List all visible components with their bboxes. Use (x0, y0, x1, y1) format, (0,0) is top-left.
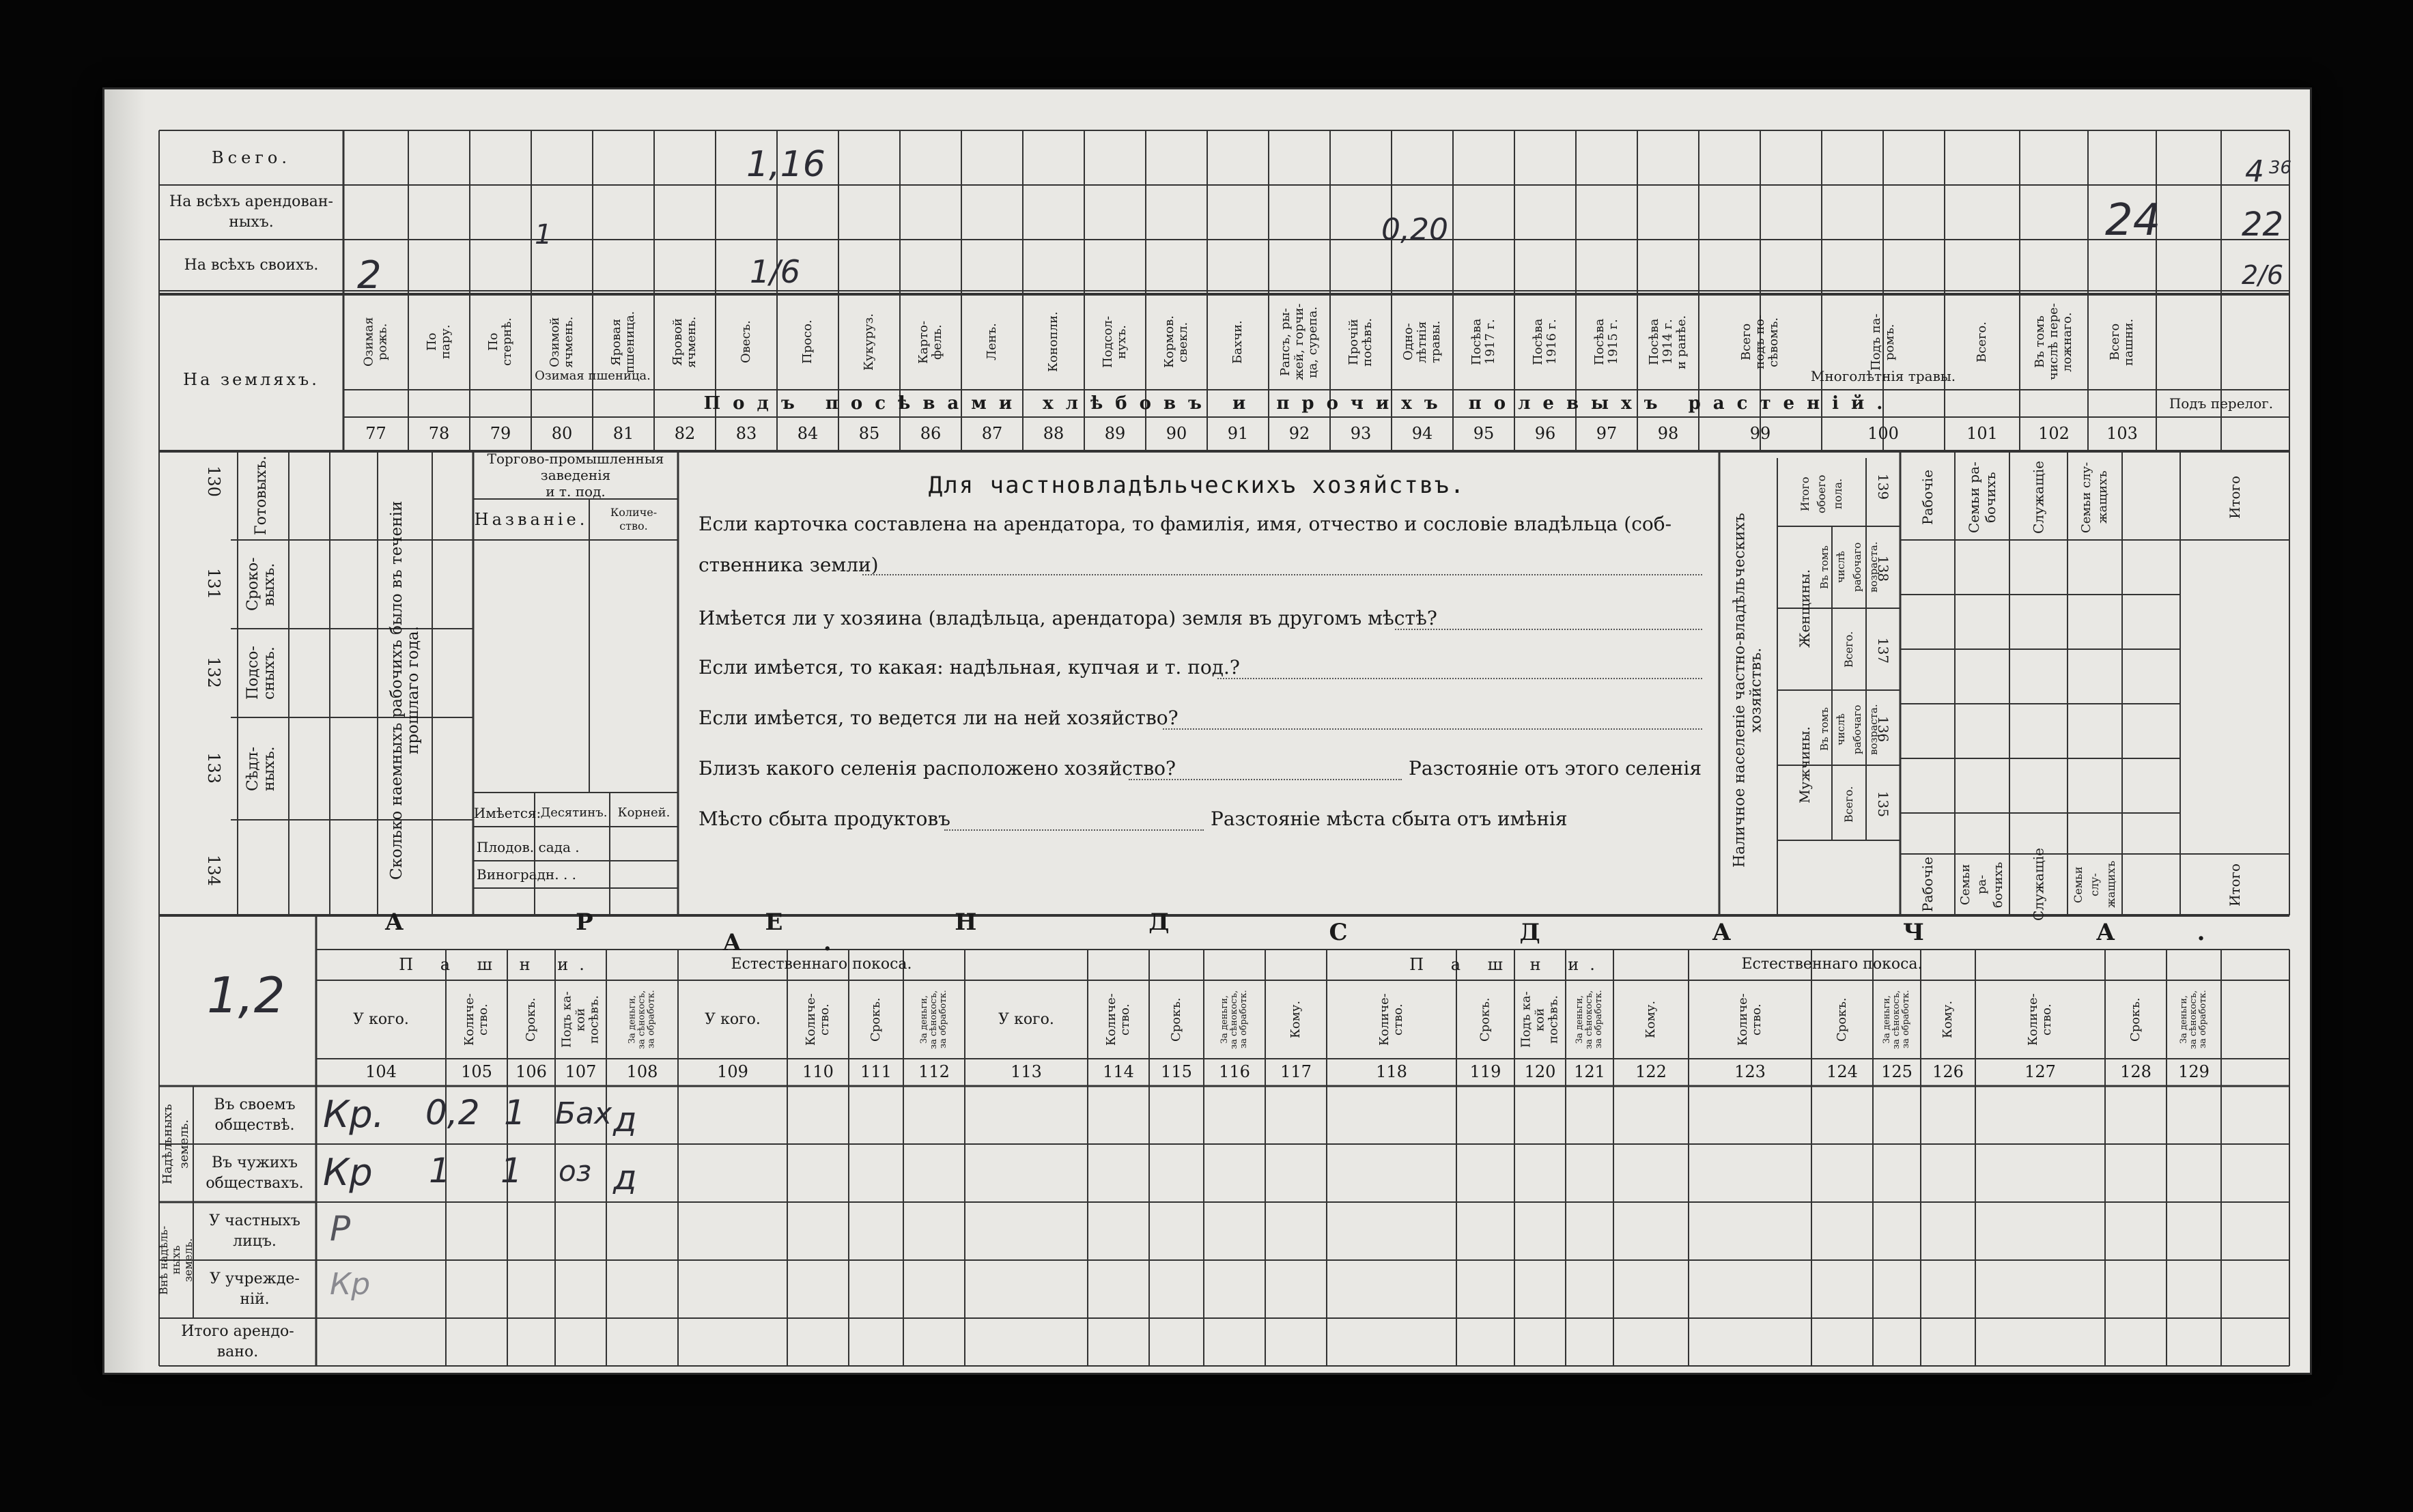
hw-r1-term: 1 (504, 1093, 526, 1132)
servants-families-bottom-label: Семьи слу- жащихъ (2072, 861, 2117, 909)
private-q4: Если имѣется, то ведется ли на ней хозяйство? (698, 707, 1179, 729)
rent-num-113: 113 (1011, 1062, 1042, 1081)
row-label-own: На всѣхъ своихъ. (184, 256, 319, 274)
crop-header-80: Озимой ячмень. (548, 316, 576, 368)
pop-num-136: 136 (1875, 715, 1891, 743)
hw-own-arable: 2/6 (2242, 260, 2284, 290)
rent-num-104: 104 (365, 1062, 397, 1081)
pop-num-138: 138 (1875, 555, 1891, 582)
hw-rented-arable: 22 (2242, 205, 2284, 244)
fallow-group-label: Подъ перелог. (2169, 395, 2274, 412)
private-q6: Мѣсто сбыта продуктовъ (698, 808, 950, 830)
hw-r2-pay: д (613, 1158, 637, 1197)
crop-num-101: 101 (1966, 424, 1998, 443)
crop-num-91: 91 (1227, 424, 1249, 443)
rent-header-113: У кого. (998, 1010, 1054, 1028)
livestock-term-label: Сроко- выхъ. (244, 557, 278, 612)
hw-r2-crop: оз (559, 1154, 592, 1188)
rent-num-115: 115 (1161, 1062, 1192, 1081)
crop-header-88: Конопли. (1046, 311, 1060, 373)
men-all-label: Всего. (1842, 786, 1855, 823)
answer-line-land-type[interactable] (1217, 678, 1702, 679)
crop-header-82: Яровой ячмень. (671, 316, 698, 368)
crop-num-102: 102 (2038, 424, 2070, 443)
women-all-label: Всего. (1842, 631, 1855, 668)
crop-header-96: Посѣва 1916 г. (1531, 318, 1559, 366)
private-estate-title: Для частновладѣльческихъ хозяйствъ. (928, 472, 1466, 499)
crop-header-77: Озимая рожь. (361, 317, 390, 367)
rent-header-115: Срокъ. (1169, 997, 1183, 1042)
rent-row-institutions: У учрежде- нiй. (210, 1270, 300, 1308)
winter-wheat-group-label: Озимая пшеница. (535, 369, 651, 383)
hw-r2-term: 1 (500, 1151, 522, 1190)
rent-num-120: 120 (1524, 1062, 1556, 1081)
rent-header-126: Кому. (1941, 1000, 1955, 1039)
women-label: Женщины. (1796, 569, 1813, 648)
rent-num-117: 117 (1280, 1062, 1312, 1081)
crop-header-91: Бахчи. (1230, 320, 1245, 364)
livestock-saddle-label: Сѣдл- ныхъ. (244, 746, 278, 791)
private-q1-line1: Если карточка составлена на арендатора, то фамилiя, имя, отчество и сословiе владѣльца (соб- (698, 513, 1672, 535)
crop-num-77: 77 (365, 424, 386, 443)
rent-num-106: 106 (516, 1062, 547, 1081)
crop-num-78: 78 (428, 424, 450, 443)
crop-num-80: 80 (551, 424, 573, 443)
hw-rented-melons: 0,20 (1381, 212, 1448, 247)
crop-num-94: 94 (1411, 424, 1433, 443)
crop-num-93: 93 (1350, 424, 1372, 443)
private-q2: Имѣется ли у хозяина (владѣльца, арендатора) земля въ другомъ мѣстѣ? (698, 607, 1437, 629)
total-both-sexes-label: Итого обоего пола. (1798, 474, 1844, 513)
rent-num-123: 123 (1734, 1062, 1766, 1081)
rent-num-116: 116 (1219, 1062, 1250, 1081)
rent-header-106: Срокъ. (524, 997, 538, 1042)
rent-row-other-communities: Въ чужихъ обществахъ. (206, 1154, 304, 1192)
perennial-group-label: Многолѣтнiя травы. (1810, 368, 1956, 384)
rent-header-108: За деньги, за сѣнокосъ, за обработк. (627, 990, 657, 1049)
pop-num-137: 137 (1875, 637, 1891, 664)
rent-num-110: 110 (802, 1062, 834, 1081)
rent-header-112: За деньги, за сѣнокосъ, за обработк. (919, 990, 948, 1049)
rent-num-126: 126 (1932, 1062, 1964, 1081)
crop-num-86: 86 (920, 424, 942, 443)
crop-num-95: 95 (1473, 424, 1495, 443)
sdacha-banner: С Д А Ч А. (1329, 919, 2287, 946)
livestock-num-130: 130 (204, 466, 223, 497)
rent-header-128: Срокъ. (2128, 997, 2143, 1042)
crop-num-85: 85 (858, 424, 880, 443)
crop-header-101: Всего. (1975, 322, 1989, 362)
crop-header-102: Въ томъ числѣ пере- ложнаго. (2033, 303, 2074, 381)
livestock-num-133: 133 (204, 752, 223, 784)
crop-header-83: Овесъ. (739, 320, 753, 364)
hw-r1-qty: 0,2 (425, 1093, 480, 1132)
crop-header-100: Подъ па- ромъ. (1869, 313, 1897, 371)
rent-num-119: 119 (1469, 1062, 1501, 1081)
rent-header-121: За деньги, за сѣнокосъ, за обработк. (1575, 990, 1604, 1049)
crop-num-100: 100 (1867, 424, 1899, 443)
row-label-on-lands: На земляхъ. (183, 370, 320, 389)
rent-num-128: 128 (2120, 1062, 2151, 1081)
men-label: Мужчины. (1796, 726, 1813, 804)
rent-num-108: 108 (626, 1062, 658, 1081)
hw-total-arable-fraction: 36 (2269, 158, 2292, 178)
rent-num-107: 107 (565, 1062, 597, 1081)
crop-header-95: Посѣва 1917 г. (1469, 318, 1497, 366)
private-q1-line2: ственника земли) (698, 554, 879, 576)
hw-rented-wheat: 1 (535, 219, 552, 251)
workers-families-bottom-label: Семьи ра- бочихъ (1958, 861, 2005, 908)
crop-num-79: 79 (490, 424, 511, 443)
crop-header-99: Всего подъ по- сѣвомъ. (1739, 315, 1781, 370)
crop-header-81: Яровая пшеница. (609, 311, 637, 373)
crop-header-90: Кормов. свекл. (1162, 315, 1190, 369)
hw-r1-crop: Бах (555, 1096, 612, 1131)
rent-header-123: Количе- ство. (1736, 993, 1764, 1046)
hw-r1-pay: д (613, 1100, 637, 1139)
men-working-age-label: Въ томъ числѣ рабочаго возраста. (1818, 704, 1880, 755)
servants-families-top-label: Семьи слу- жащихъ (2079, 461, 2110, 533)
hw-total-barley: 1,16 (746, 144, 825, 185)
rent-header-127: Количе- ство. (2026, 993, 2054, 1046)
crop-num-99: 99 (1749, 424, 1771, 443)
crop-header-79: По стернѣ. (486, 317, 514, 367)
rent-num-122: 122 (1635, 1062, 1667, 1081)
rent-num-124: 124 (1826, 1062, 1858, 1081)
crop-num-90: 90 (1166, 424, 1187, 443)
rent-header-109: У кого. (705, 1010, 761, 1028)
livestock-num-131: 131 (204, 568, 223, 599)
crop-num-82: 82 (674, 424, 696, 443)
rent-header-124: Срокъ. (1835, 997, 1849, 1042)
rent-row-private-persons: У частныхъ лицъ. (209, 1212, 300, 1250)
crop-header-93: Прочiй посѣвъ. (1346, 317, 1374, 367)
population-label: Наличное населенiе частно-владѣльческихъ хозяйствъ. (1731, 513, 1765, 868)
crop-num-89: 89 (1104, 424, 1126, 443)
rent-header-118: Количе- ство. (1377, 993, 1405, 1046)
total-top-label: Итого (2227, 475, 2243, 519)
rent-header-119: Срокъ. (1478, 997, 1493, 1042)
crop-num-81: 81 (612, 424, 634, 443)
crop-header-86: Карто- фель. (916, 320, 944, 364)
rent-num-111: 111 (860, 1062, 892, 1081)
rent-num-129: 129 (2178, 1062, 2210, 1081)
rent-header-117: Кому. (1288, 1000, 1303, 1039)
hw-r2-who: Кр (323, 1151, 373, 1194)
answer-line-other-land[interactable] (1395, 629, 1702, 630)
livestock-suckling-label: Подсо- сныхъ. (244, 646, 278, 700)
servants-bottom-label: Служащiе (2030, 848, 2047, 922)
crop-num-92: 92 (1288, 424, 1310, 443)
trade-qty-col: Количе- ство. (610, 506, 658, 532)
answer-line-farming[interactable] (1163, 728, 1702, 730)
rent-header-111: Срокъ. (869, 997, 883, 1042)
hw-own-barley: 1/6 (750, 253, 801, 290)
answer-line-market[interactable] (944, 829, 1204, 831)
pop-num-139: 139 (1875, 473, 1891, 500)
hw-r4-who: Кр (330, 1267, 371, 1302)
hw-r3-who: Р (330, 1209, 351, 1249)
crop-header-92: Рапсъ, ры- жей, горчи- ца, сурепа. (1278, 303, 1320, 381)
crop-num-103: 103 (2106, 424, 2138, 443)
census-card-page (102, 87, 2312, 1375)
hw-rented-fallow: 24 (2105, 195, 2161, 246)
rent-header-114: Количе- ство. (1104, 993, 1132, 1046)
hw-r1-who: Кр. (323, 1093, 384, 1136)
answer-line-owner[interactable] (862, 574, 1702, 575)
workers-families-top-label: Семьи ра- бочихъ (1966, 461, 1999, 533)
sdacha-pokos-label: Естественнаго покоса. (1741, 956, 1923, 973)
private-q3: Если имѣется, то какая: надѣльная, купчая и т. под.? (698, 656, 1240, 679)
rent-row-total: Итого арендо- вано. (181, 1323, 294, 1360)
total-bottom-label: Итого (2227, 863, 2243, 907)
answer-line-village[interactable] (1129, 779, 1402, 780)
main-sowing-banner: Подъ посѣвами хлѣбовъ и прочихъ полевыхъ растенiй. (703, 393, 1895, 414)
arenda-banner: А Р Е Н Д А. (384, 909, 1252, 956)
vne-nadel-group-label: Внѣ надѣль- ныхъ земель. (157, 1225, 195, 1295)
sdacha-pashni-label: П а ш н и. (1409, 955, 1606, 974)
crop-header-85: Кукуруз. (862, 313, 876, 371)
rent-num-114: 114 (1103, 1062, 1134, 1081)
hw-own-rye: 2 (357, 253, 382, 298)
trade-title: Торгово-промышленныя заведенiя и т. под. (487, 451, 664, 500)
rent-header-125: За деньги, за сѣнокосъ, за обработк. (1882, 990, 1911, 1049)
crop-header-87: Ленъ. (985, 323, 999, 361)
row-label-total: Всего. (212, 148, 291, 167)
rent-header-129: За деньги, за сѣнокосъ, за обработк. (2179, 990, 2208, 1049)
crop-num-88: 88 (1043, 424, 1064, 443)
rent-header-110: Количе- ство. (804, 993, 832, 1046)
hired-workers-label: Сколько наемныхъ рабочихъ было въ теченiи прошлаго года. (388, 500, 422, 880)
arenda-pokos-label: Естественнаго покоса. (731, 956, 912, 973)
rent-header-105: Количе- ство. (462, 993, 490, 1046)
rent-header-122: Кому. (1643, 1000, 1658, 1039)
rent-num-121: 121 (1574, 1062, 1605, 1081)
rent-header-120: Подъ ка- кой посѣвъ. (1519, 991, 1561, 1048)
crop-header-97: Посѣва 1915 г. (1592, 318, 1620, 366)
rent-num-109: 109 (717, 1062, 748, 1081)
desyatin-col: Десятинъ. (540, 805, 608, 820)
crop-header-84: Просо. (800, 319, 815, 365)
trade-name-col: Названiе. (474, 510, 589, 529)
pop-num-135: 135 (1875, 790, 1891, 818)
women-working-age-label: Въ томъ числѣ рабочаго возраста. (1818, 541, 1880, 593)
crop-header-89: Подсол- нухъ. (1101, 315, 1129, 369)
workers-top-label: Рабочiе (1919, 470, 1936, 525)
crop-header-94: Одно- лѣтнiя травы. (1401, 320, 1443, 364)
private-q6-distance: Разстоянiе мѣста сбыта отъ имѣнiя (1211, 808, 1568, 830)
crop-num-84: 84 (797, 424, 819, 443)
rent-header-116: За деньги, за сѣнокосъ, за обработк. (1219, 990, 1249, 1049)
crop-header-78: По пару. (425, 324, 453, 360)
arenda-pashni-label: П а ш н и. (399, 955, 595, 974)
rent-row-own-community: Въ своемъ обществѣ. (214, 1096, 296, 1134)
crop-header-103: Всего пашни. (2108, 318, 2136, 366)
livestock-num-134: 134 (204, 855, 223, 886)
servants-top-label: Служащiе (2030, 461, 2047, 534)
rent-num-125: 125 (1881, 1062, 1913, 1081)
rent-num-127: 127 (2024, 1062, 2056, 1081)
private-q5-distance: Разстоянiе отъ этого селенiя (1409, 757, 1702, 780)
rent-header-104: У кого. (353, 1010, 409, 1028)
hw-total-arable: 4 (2245, 154, 2264, 189)
livestock-ready-label: Готовыхъ. (253, 455, 270, 536)
livestock-num-132: 132 (204, 657, 223, 688)
crop-num-98: 98 (1657, 424, 1679, 443)
hw-r2-qty: 1 (429, 1151, 451, 1190)
rent-num-112: 112 (918, 1062, 950, 1081)
crop-header-98: Посѣва 1914 г. и ранѣе. (1647, 315, 1689, 369)
rent-num-105: 105 (461, 1062, 492, 1081)
private-q5: Близъ какого селенiя расположено хозяйство? (698, 757, 1176, 780)
crop-num-96: 96 (1534, 424, 1556, 443)
row-label-rented: На всѣхъ арендован- ныхъ. (169, 193, 333, 231)
workers-bottom-label: Рабочiе (1919, 857, 1936, 913)
orchard-label: Плодов. сада . (477, 839, 580, 855)
crop-num-97: 97 (1596, 424, 1618, 443)
nadel-group-label: Надѣльныхъ земель. (160, 1104, 191, 1184)
roots-col: Корней. (617, 805, 671, 820)
hw-rent-left: 1,2 (207, 967, 285, 1024)
crop-num-83: 83 (735, 424, 757, 443)
vineyard-label: Виноградн. . . (477, 866, 577, 883)
rent-header-107: Подъ ка- кой посѣвъ. (559, 991, 602, 1048)
has-label: Имѣется: (473, 805, 541, 821)
rent-num-118: 118 (1376, 1062, 1407, 1081)
crop-num-87: 87 (981, 424, 1003, 443)
